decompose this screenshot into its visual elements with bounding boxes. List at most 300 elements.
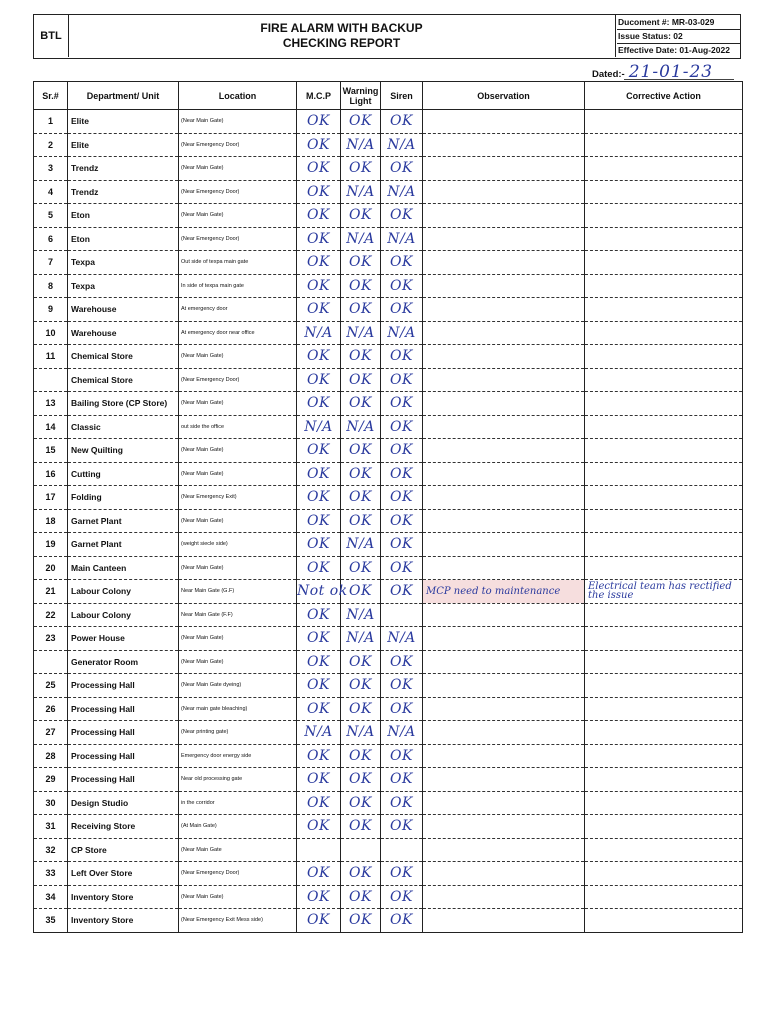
table-row bbox=[34, 744, 743, 768]
cell-wl: OK bbox=[341, 251, 381, 275]
cell-action bbox=[585, 721, 743, 745]
dated-value: 21-01-23 bbox=[628, 62, 714, 82]
table-row bbox=[34, 345, 743, 369]
cell-siren: OK bbox=[381, 580, 423, 604]
cell-wl: OK bbox=[341, 674, 381, 698]
col-header-warning-light: Warning Light bbox=[341, 82, 381, 110]
table-row bbox=[34, 227, 743, 251]
cell-siren: N/A bbox=[381, 180, 423, 204]
cell-action bbox=[585, 697, 743, 721]
cell-obs bbox=[423, 439, 585, 463]
cell-dept: Classic bbox=[68, 415, 179, 439]
dated-underline bbox=[624, 79, 734, 80]
table-row bbox=[34, 768, 743, 792]
cell-mcp: OK bbox=[297, 862, 341, 886]
cell-mcp: OK bbox=[297, 744, 341, 768]
cell-dept: Texpa bbox=[68, 274, 179, 298]
cell-dept: Design Studio bbox=[68, 791, 179, 815]
cell-obs bbox=[423, 885, 585, 909]
table-row bbox=[34, 627, 743, 651]
cell-mcp: N/A bbox=[297, 321, 341, 345]
cell-wl: OK bbox=[341, 486, 381, 510]
cell-siren: OK bbox=[381, 486, 423, 510]
cell-loc: (Near Main Gate) bbox=[179, 885, 297, 909]
cell-wl: OK bbox=[341, 885, 381, 909]
cell-obs bbox=[423, 298, 585, 322]
cell-obs bbox=[423, 462, 585, 486]
table-row bbox=[34, 392, 743, 416]
cell-wl: OK bbox=[341, 462, 381, 486]
cell-sr: 19 bbox=[34, 533, 68, 557]
cell-sr: 18 bbox=[34, 509, 68, 533]
cell-loc: (weight siecle side) bbox=[179, 533, 297, 557]
cell-sr: 17 bbox=[34, 486, 68, 510]
cell-loc: (Near Main Gate) bbox=[179, 509, 297, 533]
cell-action bbox=[585, 791, 743, 815]
cell-action bbox=[585, 509, 743, 533]
cell-wl: N/A bbox=[341, 415, 381, 439]
cell-wl: N/A bbox=[341, 627, 381, 651]
cell-siren: OK bbox=[381, 157, 423, 181]
cell-obs bbox=[423, 768, 585, 792]
cell-mcp: OK bbox=[297, 439, 341, 463]
document-number: Ducoment #: MR-03-029 bbox=[617, 16, 741, 30]
cell-sr: 20 bbox=[34, 556, 68, 580]
cell-obs bbox=[423, 486, 585, 510]
cell-siren: OK bbox=[381, 110, 423, 134]
cell-wl: OK bbox=[341, 204, 381, 228]
cell-action bbox=[585, 251, 743, 275]
cell-wl: OK bbox=[341, 580, 381, 604]
table-row bbox=[34, 509, 743, 533]
cell-dept: Processing Hall bbox=[68, 768, 179, 792]
cell-obs bbox=[423, 133, 585, 157]
cell-sr: 34 bbox=[34, 885, 68, 909]
cell-loc: (Near Main Gate) bbox=[179, 110, 297, 134]
cell-wl: OK bbox=[341, 768, 381, 792]
table-row bbox=[34, 298, 743, 322]
cell-mcp: OK bbox=[297, 180, 341, 204]
cell-siren: OK bbox=[381, 862, 423, 886]
col-header-corrective-action: Corrective Action bbox=[585, 82, 743, 110]
cell-obs bbox=[423, 415, 585, 439]
cell-wl: OK bbox=[341, 556, 381, 580]
cell-dept: Processing Hall bbox=[68, 744, 179, 768]
issue-status: Issue Status: 02 bbox=[617, 30, 741, 44]
cell-dept: Power House bbox=[68, 627, 179, 651]
cell-wl: OK bbox=[341, 791, 381, 815]
cell-dept: Chemical Store bbox=[68, 368, 179, 392]
cell-wl: N/A bbox=[341, 227, 381, 251]
table-row bbox=[34, 321, 743, 345]
table-row bbox=[34, 721, 743, 745]
cell-sr: 6 bbox=[34, 227, 68, 251]
cell-siren: OK bbox=[381, 697, 423, 721]
cell-siren: N/A bbox=[381, 627, 423, 651]
table-row bbox=[34, 110, 743, 134]
cell-action bbox=[585, 415, 743, 439]
cell-loc: (Near Main Gate bbox=[179, 838, 297, 862]
table-row bbox=[34, 862, 743, 886]
cell-loc: (Near Emergency Door) bbox=[179, 180, 297, 204]
cell-mcp: OK bbox=[297, 392, 341, 416]
cell-wl bbox=[341, 838, 381, 862]
cell-loc: At emergency door bbox=[179, 298, 297, 322]
cell-siren: OK bbox=[381, 768, 423, 792]
cell-wl: N/A bbox=[341, 321, 381, 345]
cell-loc: (Near Main Gate) bbox=[179, 650, 297, 674]
cell-siren: OK bbox=[381, 533, 423, 557]
cell-mcp: OK bbox=[297, 133, 341, 157]
cell-mcp: OK bbox=[297, 603, 341, 627]
cell-mcp: OK bbox=[297, 486, 341, 510]
cell-action bbox=[585, 133, 743, 157]
cell-siren: OK bbox=[381, 744, 423, 768]
cell-action bbox=[585, 768, 743, 792]
cell-dept: CP Store bbox=[68, 838, 179, 862]
cell-wl: OK bbox=[341, 439, 381, 463]
cell-dept: Inventory Store bbox=[68, 909, 179, 933]
cell-siren: OK bbox=[381, 415, 423, 439]
cell-action bbox=[585, 298, 743, 322]
table-row bbox=[34, 697, 743, 721]
cell-sr: 26 bbox=[34, 697, 68, 721]
cell-action bbox=[585, 321, 743, 345]
cell-wl: OK bbox=[341, 345, 381, 369]
cell-mcp: OK bbox=[297, 650, 341, 674]
cell-siren: OK bbox=[381, 345, 423, 369]
cell-obs bbox=[423, 392, 585, 416]
cell-dept: Cutting bbox=[68, 462, 179, 486]
cell-sr: 25 bbox=[34, 674, 68, 698]
cell-dept: Garnet Plant bbox=[68, 509, 179, 533]
col-header-location: Location bbox=[179, 82, 297, 110]
cell-sr: 22 bbox=[34, 603, 68, 627]
cell-wl: OK bbox=[341, 157, 381, 181]
table-row bbox=[34, 909, 743, 933]
cell-loc: (Near Emergency Exit) bbox=[179, 486, 297, 510]
cell-action bbox=[585, 838, 743, 862]
cell-wl: OK bbox=[341, 862, 381, 886]
cell-obs bbox=[423, 744, 585, 768]
cell-wl: OK bbox=[341, 909, 381, 933]
cell-siren: OK bbox=[381, 815, 423, 839]
cell-obs bbox=[423, 368, 585, 392]
cell-obs bbox=[423, 815, 585, 839]
cell-dept: Inventory Store bbox=[68, 885, 179, 909]
cell-siren: OK bbox=[381, 251, 423, 275]
cell-obs bbox=[423, 603, 585, 627]
cell-wl: N/A bbox=[341, 180, 381, 204]
cell-wl: OK bbox=[341, 392, 381, 416]
cell-obs bbox=[423, 650, 585, 674]
document-info bbox=[617, 16, 741, 57]
cell-dept: Labour Colony bbox=[68, 580, 179, 604]
cell-loc: (Near Emergency Exit Mess side) bbox=[179, 909, 297, 933]
cell-action bbox=[585, 345, 743, 369]
cell-sr: 7 bbox=[34, 251, 68, 275]
cell-mcp: Not ok bbox=[297, 580, 341, 604]
cell-loc: (Near Main Gate) bbox=[179, 556, 297, 580]
cell-action bbox=[585, 110, 743, 134]
cell-mcp: OK bbox=[297, 298, 341, 322]
cell-mcp: OK bbox=[297, 791, 341, 815]
cell-sr: 9 bbox=[34, 298, 68, 322]
table-row bbox=[34, 674, 743, 698]
cell-loc: (Near Main Gate) bbox=[179, 345, 297, 369]
effective-date: Effective Date: 01-Aug-2022 bbox=[618, 45, 730, 55]
cell-loc: (Near Main Gate) bbox=[179, 439, 297, 463]
cell-mcp: OK bbox=[297, 345, 341, 369]
cell-obs bbox=[423, 533, 585, 557]
title-line-2: CHECKING REPORT bbox=[282, 36, 401, 50]
cell-mcp: OK bbox=[297, 227, 341, 251]
cell-mcp: OK bbox=[297, 274, 341, 298]
table-header-row bbox=[34, 82, 743, 110]
cell-siren: N/A bbox=[381, 721, 423, 745]
cell-action bbox=[585, 862, 743, 886]
cell-action bbox=[585, 909, 743, 933]
cell-loc: (Near Emergency Door) bbox=[179, 368, 297, 392]
cell-sr: 28 bbox=[34, 744, 68, 768]
cell-dept: Elite bbox=[68, 133, 179, 157]
cell-wl: OK bbox=[341, 110, 381, 134]
cell-mcp: N/A bbox=[297, 415, 341, 439]
col-header-mcp: M.C.P bbox=[297, 82, 341, 110]
cell-obs bbox=[423, 791, 585, 815]
cell-action bbox=[585, 556, 743, 580]
cell-dept: Folding bbox=[68, 486, 179, 510]
cell-action bbox=[585, 674, 743, 698]
cell-dept: Bailing Store (CP Store) bbox=[68, 392, 179, 416]
cell-sr: 27 bbox=[34, 721, 68, 745]
col-header-department: Department/ Unit bbox=[68, 82, 179, 110]
cell-siren: N/A bbox=[381, 133, 423, 157]
cell-sr: 8 bbox=[34, 274, 68, 298]
cell-action bbox=[585, 274, 743, 298]
cell-action bbox=[585, 227, 743, 251]
cell-mcp: OK bbox=[297, 674, 341, 698]
cell-siren: OK bbox=[381, 885, 423, 909]
table-row bbox=[34, 603, 743, 627]
cell-loc: out side the office bbox=[179, 415, 297, 439]
cell-loc: (Near Emergency Door) bbox=[179, 133, 297, 157]
cell-wl: OK bbox=[341, 697, 381, 721]
cell-siren bbox=[381, 838, 423, 862]
cell-loc: (Near printing gate) bbox=[179, 721, 297, 745]
cell-mcp: OK bbox=[297, 368, 341, 392]
cell-dept: Generator Room bbox=[68, 650, 179, 674]
cell-obs bbox=[423, 251, 585, 275]
cell-obs bbox=[423, 321, 585, 345]
table-row bbox=[34, 251, 743, 275]
cell-sr: 31 bbox=[34, 815, 68, 839]
cell-loc: Emergency door energy side bbox=[179, 744, 297, 768]
cell-sr: 33 bbox=[34, 862, 68, 886]
cell-dept: Processing Hall bbox=[68, 697, 179, 721]
cell-obs bbox=[423, 838, 585, 862]
cell-action bbox=[585, 180, 743, 204]
cell-dept: Labour Colony bbox=[68, 603, 179, 627]
cell-obs bbox=[423, 157, 585, 181]
cell-sr: 10 bbox=[34, 321, 68, 345]
cell-sr: 30 bbox=[34, 791, 68, 815]
cell-dept: Trendz bbox=[68, 157, 179, 181]
cell-action bbox=[585, 744, 743, 768]
cell-loc: (Near Main Gate) bbox=[179, 462, 297, 486]
cell-mcp: OK bbox=[297, 885, 341, 909]
cell-loc: (At Main Gate) bbox=[179, 815, 297, 839]
cell-sr: 16 bbox=[34, 462, 68, 486]
cell-sr: 21 bbox=[34, 580, 68, 604]
table-row bbox=[34, 415, 743, 439]
cell-loc: Near old processing gate bbox=[179, 768, 297, 792]
table-row bbox=[34, 885, 743, 909]
cell-loc: Near Main Gate (G.F) bbox=[179, 580, 297, 604]
cell-obs bbox=[423, 204, 585, 228]
cell-dept: Garnet Plant bbox=[68, 533, 179, 557]
cell-wl: OK bbox=[341, 368, 381, 392]
checking-table bbox=[33, 81, 743, 933]
table-row bbox=[34, 650, 743, 674]
cell-action bbox=[585, 462, 743, 486]
cell-mcp: OK bbox=[297, 815, 341, 839]
cell-siren: N/A bbox=[381, 321, 423, 345]
cell-siren: N/A bbox=[381, 227, 423, 251]
table-row bbox=[34, 439, 743, 463]
cell-mcp: OK bbox=[297, 110, 341, 134]
cell-mcp: OK bbox=[297, 251, 341, 275]
cell-sr bbox=[34, 650, 68, 674]
cell-loc: Out side of texpa main gate bbox=[179, 251, 297, 275]
cell-siren: OK bbox=[381, 298, 423, 322]
cell-wl: N/A bbox=[341, 133, 381, 157]
cell-obs bbox=[423, 721, 585, 745]
table-row bbox=[34, 838, 743, 862]
cell-action: Electrical team has rectified the issue bbox=[585, 580, 743, 604]
cell-siren: OK bbox=[381, 462, 423, 486]
col-header-siren: Siren bbox=[381, 82, 423, 110]
table-row bbox=[34, 157, 743, 181]
cell-obs bbox=[423, 274, 585, 298]
cell-sr: 1 bbox=[34, 110, 68, 134]
cell-action bbox=[585, 204, 743, 228]
cell-mcp: OK bbox=[297, 768, 341, 792]
col-header-observation: Observation bbox=[423, 82, 585, 110]
table-row bbox=[34, 180, 743, 204]
dated-label: Dated:- bbox=[592, 69, 625, 80]
cell-dept: Main Canteen bbox=[68, 556, 179, 580]
cell-obs bbox=[423, 509, 585, 533]
table-row bbox=[34, 580, 743, 604]
cell-mcp: OK bbox=[297, 627, 341, 651]
cell-sr: 23 bbox=[34, 627, 68, 651]
table-row bbox=[34, 533, 743, 557]
cell-loc: At emergency door near office bbox=[179, 321, 297, 345]
cell-dept: Processing Hall bbox=[68, 674, 179, 698]
cell-siren: OK bbox=[381, 909, 423, 933]
cell-action bbox=[585, 533, 743, 557]
cell-action bbox=[585, 439, 743, 463]
cell-sr: 4 bbox=[34, 180, 68, 204]
cell-mcp: OK bbox=[297, 556, 341, 580]
cell-wl: N/A bbox=[341, 721, 381, 745]
cell-dept: Processing Hall bbox=[68, 721, 179, 745]
cell-dept: Chemical Store bbox=[68, 345, 179, 369]
cell-sr: 2 bbox=[34, 133, 68, 157]
cell-mcp: OK bbox=[297, 697, 341, 721]
table-row bbox=[34, 274, 743, 298]
cell-mcp: N/A bbox=[297, 721, 341, 745]
cell-action bbox=[585, 627, 743, 651]
report-header bbox=[33, 14, 741, 59]
cell-mcp: OK bbox=[297, 462, 341, 486]
cell-mcp: OK bbox=[297, 909, 341, 933]
cell-loc: (Near Main Gate dyeing) bbox=[179, 674, 297, 698]
cell-action bbox=[585, 885, 743, 909]
cell-dept: Left Over Store bbox=[68, 862, 179, 886]
cell-action bbox=[585, 368, 743, 392]
cell-siren: OK bbox=[381, 556, 423, 580]
cell-loc: (Near Emergency Door) bbox=[179, 227, 297, 251]
cell-loc: (Near Main Gate) bbox=[179, 392, 297, 416]
title-line-1: FIRE ALARM WITH BACKUP bbox=[260, 21, 423, 35]
cell-obs bbox=[423, 909, 585, 933]
cell-sr: 14 bbox=[34, 415, 68, 439]
cell-obs bbox=[423, 345, 585, 369]
cell-sr: 32 bbox=[34, 838, 68, 862]
cell-loc: (Near Main Gate) bbox=[179, 627, 297, 651]
cell-loc: in the corridor bbox=[179, 791, 297, 815]
table-row bbox=[34, 486, 743, 510]
cell-wl: OK bbox=[341, 298, 381, 322]
cell-mcp: OK bbox=[297, 533, 341, 557]
cell-dept: Elite bbox=[68, 110, 179, 134]
cell-wl: OK bbox=[341, 509, 381, 533]
cell-siren: OK bbox=[381, 791, 423, 815]
cell-obs bbox=[423, 180, 585, 204]
cell-wl: N/A bbox=[341, 533, 381, 557]
cell-action bbox=[585, 486, 743, 510]
cell-sr: 35 bbox=[34, 909, 68, 933]
cell-wl: OK bbox=[341, 274, 381, 298]
cell-sr: 15 bbox=[34, 439, 68, 463]
cell-loc: In side of texpa main gate bbox=[179, 274, 297, 298]
cell-dept: Eton bbox=[68, 227, 179, 251]
company-code: BTL bbox=[34, 15, 69, 57]
cell-loc: (Near Main Gate) bbox=[179, 204, 297, 228]
cell-siren: OK bbox=[381, 439, 423, 463]
cell-wl: N/A bbox=[341, 603, 381, 627]
cell-loc: Near Main Gate (F.F) bbox=[179, 603, 297, 627]
table-row bbox=[34, 791, 743, 815]
table-row bbox=[34, 462, 743, 486]
cell-action bbox=[585, 815, 743, 839]
cell-wl: OK bbox=[341, 650, 381, 674]
cell-loc: (Near main gate bleaching) bbox=[179, 697, 297, 721]
cell-dept: Trendz bbox=[68, 180, 179, 204]
cell-obs bbox=[423, 862, 585, 886]
cell-sr: 13 bbox=[34, 392, 68, 416]
cell-loc: (Near Emergency Door) bbox=[179, 862, 297, 886]
cell-dept: Warehouse bbox=[68, 298, 179, 322]
table-row bbox=[34, 368, 743, 392]
cell-action bbox=[585, 650, 743, 674]
cell-dept: Texpa bbox=[68, 251, 179, 275]
cell-dept: Eton bbox=[68, 204, 179, 228]
cell-dept: Receiving Store bbox=[68, 815, 179, 839]
cell-loc: (Near Main Gate) bbox=[179, 157, 297, 181]
